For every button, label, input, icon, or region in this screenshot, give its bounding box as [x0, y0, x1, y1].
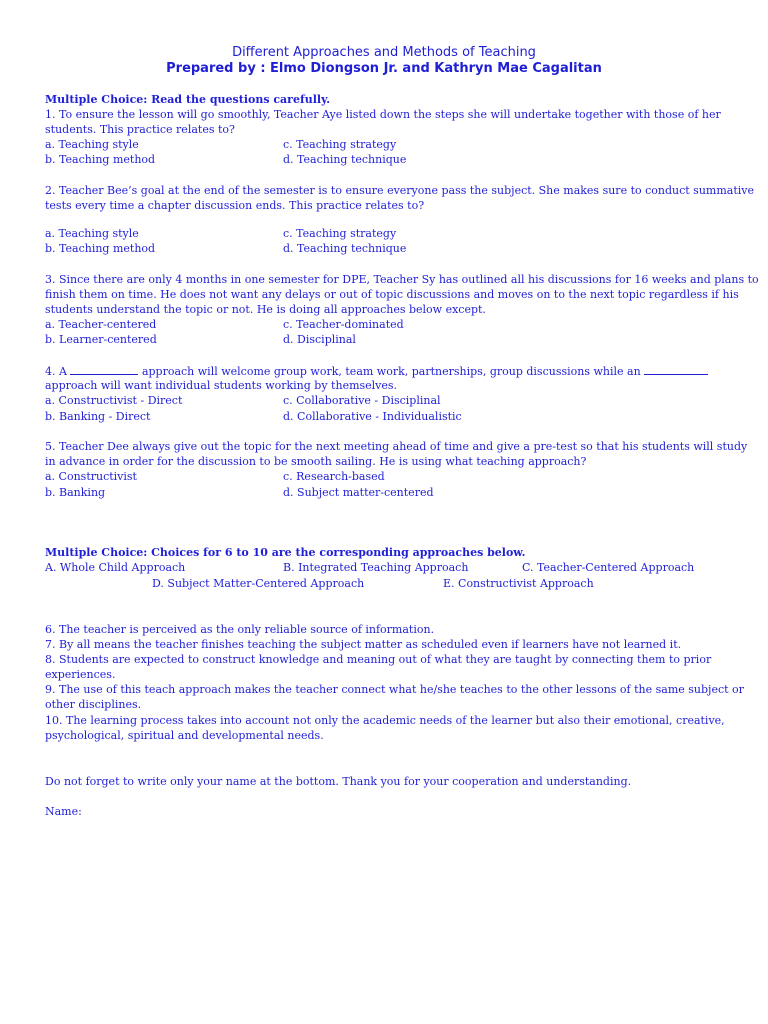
q5-option-a: a. Constructivist	[45, 470, 137, 483]
q4-text-line2: approach will want individual students working by themselves.	[45, 379, 398, 392]
q9-text-line2: other disciplines.	[45, 698, 142, 711]
q5-text-line2: in advance in order for the discussion to be smooth sailing. He is using what teaching approach?	[45, 455, 587, 468]
q7-text: 7. By all means the teacher finishes teaching the subject matter as scheduled even if learners have not learned it.	[45, 638, 682, 651]
q3-text-line2: finish them on time. He does not want any delays or out of topic discussions and moves on to the next topic regardless if his	[45, 288, 739, 301]
q8-text-line2: experiences.	[45, 668, 116, 681]
q8-text-line1: 8. Students are expected to construct knowledge and meaning out of what they are taught by connecting them to prior	[45, 653, 712, 666]
q5-option-b: b. Banking	[45, 486, 106, 499]
q2-option-a: a. Teaching style	[45, 227, 139, 240]
q2-option-c: c. Teaching strategy	[283, 227, 397, 240]
q4-blank-2	[644, 364, 708, 375]
q4-option-b: b. Banking - Direct	[45, 410, 151, 423]
q4-lead: 4. A	[45, 365, 67, 378]
q3-option-b: b. Learner-centered	[45, 333, 157, 346]
closing-note: Do not forget to write only your name at the bottom. Thank you for your cooperation and understanding.	[45, 775, 632, 788]
q3-text-line1: 3. Since there are only 4 months in one semester for DPE, Teacher Sy has outlined all his discussions for 16 weeks and plans to	[45, 273, 759, 286]
name-field-label: Name:	[45, 805, 82, 818]
q1-option-c: c. Teaching strategy	[283, 138, 397, 151]
q4-option-d: d. Collaborative - Individualistic	[283, 410, 462, 423]
q1-text-line2: students. This practice relates to?	[45, 123, 235, 136]
q4-blank-1	[70, 364, 138, 375]
q4-middle: approach will welcome group work, team work, partnerships, group discussions while an	[141, 365, 641, 378]
q6-text: 6. The teacher is perceived as the only reliable source of information.	[45, 623, 435, 636]
approach-choice-b: B. Integrated Teaching Approach	[283, 561, 469, 574]
q9-text-line1: 9. The use of this teach approach makes the teacher connect what he/she teaches to the other lessons of the same subject or	[45, 683, 744, 696]
approach-choice-d: D. Subject Matter-Centered Approach	[152, 577, 365, 590]
q4-option-c: c. Collaborative - Disciplinal	[283, 394, 441, 407]
section-heading-part2: Multiple Choice: Choices for 6 to 10 are the corresponding approaches below.	[45, 546, 526, 559]
q3-option-a: a. Teacher-centered	[45, 318, 157, 331]
approach-choice-e: E. Constructivist Approach	[443, 577, 594, 590]
q1-option-b: b. Teaching method	[45, 153, 156, 166]
q2-text-line1: 2. Teacher Bee’s goal at the end of the semester is to ensure everyone pass the subject. She makes sure to conduct summative	[45, 184, 754, 197]
q3-option-d: d. Disciplinal	[283, 333, 356, 346]
q10-text-line2: psychological, spiritual and developmental needs.	[45, 729, 324, 742]
q3-text-line3: students understand the topic or not. He is doing all approaches below except.	[45, 303, 486, 316]
q2-text-line2: tests every time a chapter discussion ends. This practice relates to?	[45, 199, 425, 212]
q4-option-a: a. Constructivist - Direct	[45, 394, 183, 407]
q1-text-line1: 1. To ensure the lesson will go smoothly, Teacher Aye listed down the steps she will undertake together with those of her	[45, 108, 721, 121]
q5-option-d: d. Subject matter-centered	[283, 486, 434, 499]
section-heading-part1: Multiple Choice: Read the questions carefully.	[45, 93, 331, 106]
q3-option-c: c. Teacher-dominated	[283, 318, 404, 331]
q4-text-line1	[45, 364, 708, 379]
q5-text-line1: 5. Teacher Dee always give out the topic for the next meeting ahead of time and give a pre-test so that his students will study	[45, 440, 748, 453]
q1-option-d: d. Teaching technique	[283, 153, 407, 166]
q5-option-c: c. Research-based	[283, 470, 385, 483]
q1-option-a: a. Teaching style	[45, 138, 139, 151]
q10-text-line1: 10. The learning process takes into account not only the academic needs of the learner but also their emotional, creative,	[45, 714, 725, 727]
q2-option-b: b. Teaching method	[45, 242, 156, 255]
approach-choice-a: A. Whole Child Approach	[45, 561, 186, 574]
document-title: Different Approaches and Methods of Teaching	[232, 45, 536, 60]
approach-choice-c: C. Teacher-Centered Approach	[522, 561, 695, 574]
prepared-by: Prepared by : Elmo Diongson Jr. and Kathryn Mae Cagalitan	[166, 61, 602, 76]
q2-option-d: d. Teaching technique	[283, 242, 407, 255]
